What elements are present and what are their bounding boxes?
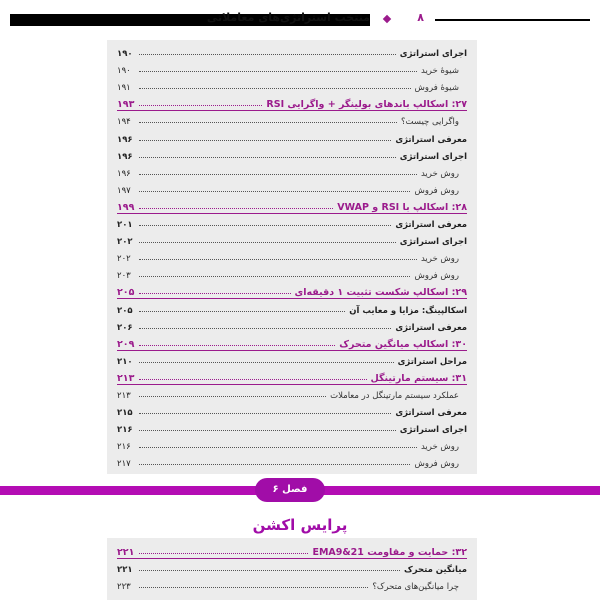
toc-dot-leader	[139, 241, 396, 243]
toc-row	[117, 111, 467, 127]
toc-chapter-row	[117, 334, 467, 351]
toc-page-number: ۲۱۳	[117, 391, 131, 401]
toc-entry-title: میانگین متحرک	[404, 565, 467, 575]
toc-dot-leader	[139, 412, 391, 414]
toc-entry-title: اجرای استراتژی	[399, 151, 467, 162]
toc-entry-title: معرفی استراتژی	[395, 322, 467, 333]
toc-dot-leader	[139, 104, 262, 106]
toc-page-number: ۲۰۹	[117, 338, 135, 350]
toc-entry-title: معرفی استراتژی	[395, 220, 467, 230]
toc-page-number: ۲۱۰	[117, 356, 133, 367]
toc-dot-leader	[139, 275, 410, 277]
toc-row	[117, 180, 467, 196]
toc-entry-title: چرا میانگین‌های متحرک؟	[372, 582, 459, 592]
toc-page-number: ۱۹۱	[117, 83, 131, 94]
toc-entry-title: شیوۀ خرید	[420, 66, 459, 77]
toc-entry-title: روش خرید	[420, 442, 459, 453]
toc-dot-leader	[139, 446, 417, 448]
toc-entry-title: اجرای استراتژی	[399, 49, 467, 59]
toc-row	[117, 419, 467, 435]
toc-row	[117, 43, 467, 59]
toc-entry-title: معرفی استراتژی	[395, 408, 467, 419]
toc-dot-leader	[139, 569, 400, 571]
toc-page-number: ۱۹۳	[117, 99, 135, 111]
toc-dot-leader	[139, 327, 391, 329]
toc-row	[117, 231, 467, 247]
toc-dot-leader	[139, 70, 417, 72]
toc-page-number: ۱۹۶	[117, 134, 133, 145]
toc-entry-title: ۳۰: اسکالپ میانگین متحرک	[339, 338, 467, 350]
toc-page-number: ۱۹۹	[117, 201, 135, 213]
toc-entry-title: روش خرید	[420, 254, 459, 265]
toc-entry-title: واگرایی چیست؟	[401, 117, 459, 128]
toc-page-number: ۲۰۵	[117, 287, 135, 299]
toc-row	[117, 559, 467, 575]
toc-page-number: ۲۱۷	[117, 459, 131, 470]
toc-entry-title: روش فروش	[414, 459, 459, 470]
toc-page-number: ۱۹۷	[117, 185, 131, 196]
toc-page-number: ۲۰۲	[117, 237, 133, 248]
toc-page-number: ۱۹۰	[117, 49, 133, 59]
header-title: منتخب استراتژی‌های معاملاتی	[206, 11, 370, 24]
toc-entry-title: روش خرید	[420, 168, 459, 179]
toc-row	[117, 146, 467, 162]
toc-entry-title: اجرای استراتژی	[399, 425, 467, 436]
page-header	[0, 10, 600, 30]
toc-dot-leader	[139, 395, 326, 397]
toc-page-number: ۲۰۵	[117, 305, 133, 316]
toc-entry-title: معرفی استراتژی	[395, 134, 467, 145]
toc-entry-title: ۲۸: اسکالپ با RSI و VWAP	[337, 201, 467, 213]
chapter-badge: فصل ۶	[255, 478, 325, 502]
toc-dot-leader	[139, 552, 308, 554]
toc-entry-title: روش فروش	[414, 271, 459, 282]
toc-dot-leader	[139, 429, 396, 431]
toc-chapter-row	[117, 542, 467, 559]
toc-row	[117, 214, 467, 230]
toc-entry-title: ۳۱: سیستم مارتینگل	[370, 372, 467, 384]
toc-dot-leader	[139, 207, 333, 209]
toc-entry-title: مراحل استراتژی	[397, 356, 467, 367]
toc-row	[117, 60, 467, 76]
toc-row	[117, 317, 467, 333]
toc-row	[117, 576, 467, 592]
toc-dot-leader	[139, 190, 410, 192]
page-number: ۸	[417, 11, 424, 24]
toc-entry-title: ۲۹: اسکالپ شکست تثبیت ۱ دقیقه‌ای	[294, 287, 467, 299]
toc-chapter-row	[117, 94, 467, 111]
toc-entry-title: ۲۷: اسکالپ باندهای بولینگر + واگرایی RSI	[266, 99, 467, 111]
header-rule	[435, 19, 590, 21]
toc-dot-leader	[139, 310, 345, 312]
toc-page-number: ۲۲۳	[117, 582, 131, 592]
toc-row	[117, 402, 467, 418]
toc-entry-title: عملکرد سیستم مارتینگل در معاملات	[330, 391, 459, 401]
toc-page-number: ۲۰۶	[117, 322, 133, 333]
toc-row	[117, 351, 467, 367]
toc-chapter-row	[117, 197, 467, 214]
toc-dot-leader	[139, 156, 396, 158]
toc-panel-top	[107, 40, 477, 474]
toc-entry-title: روش فروش	[414, 185, 459, 196]
toc-entry-title: اسکالپینگ: مزایا و معایب آن	[349, 305, 467, 316]
toc-row	[117, 265, 467, 281]
toc-row	[117, 248, 467, 264]
toc-dot-leader	[139, 378, 367, 380]
toc-panel-bottom	[107, 538, 477, 600]
toc-chapter-row	[117, 282, 467, 299]
toc-dot-leader	[139, 121, 397, 123]
toc-row	[117, 300, 467, 316]
toc-page-number: ۲۱۶	[117, 425, 133, 436]
diamond-icon	[383, 15, 391, 23]
toc-row	[117, 453, 467, 469]
toc-dot-leader	[139, 224, 391, 226]
toc-page-number: ۲۱۶	[117, 442, 131, 453]
toc-page-number: ۲۱۳	[117, 372, 135, 384]
toc-page-number: ۱۹۰	[117, 66, 131, 77]
toc-page-number: ۲۲۱	[117, 547, 135, 558]
toc-dot-leader	[139, 361, 394, 363]
toc-entry-title: اجرای استراتژی	[399, 237, 467, 248]
toc-row	[117, 163, 467, 179]
toc-page-number: ۱۹۶	[117, 168, 131, 179]
toc-row	[117, 129, 467, 145]
toc-dot-leader	[139, 53, 396, 55]
toc-row	[117, 436, 467, 452]
toc-page-number: ۲۰۲	[117, 254, 131, 265]
part-title: پرایس اکشن	[252, 516, 348, 534]
toc-dot-leader	[139, 139, 391, 141]
toc-page-number: ۱۹۴	[117, 117, 131, 128]
toc-page-number: ۲۰۱	[117, 220, 133, 230]
toc-dot-leader	[139, 344, 335, 346]
toc-row	[117, 77, 467, 93]
toc-entry-title: شیوۀ فروش	[414, 83, 459, 94]
toc-dot-leader	[139, 586, 368, 588]
toc-entry-title: ۳۲: حمایت و مقاومت EMA9&21	[312, 547, 467, 558]
toc-dot-leader	[139, 258, 417, 260]
toc-dot-leader	[139, 173, 417, 175]
toc-page-number: ۱۹۶	[117, 151, 133, 162]
toc-chapter-row	[117, 368, 467, 385]
toc-dot-leader	[139, 87, 411, 89]
toc-dot-leader	[139, 463, 410, 465]
toc-page-number: ۲۲۱	[117, 565, 133, 575]
toc-page-number: ۲۱۵	[117, 408, 133, 419]
toc-page-number: ۲۰۳	[117, 271, 131, 282]
toc-row	[117, 385, 467, 401]
toc-dot-leader	[139, 292, 291, 294]
